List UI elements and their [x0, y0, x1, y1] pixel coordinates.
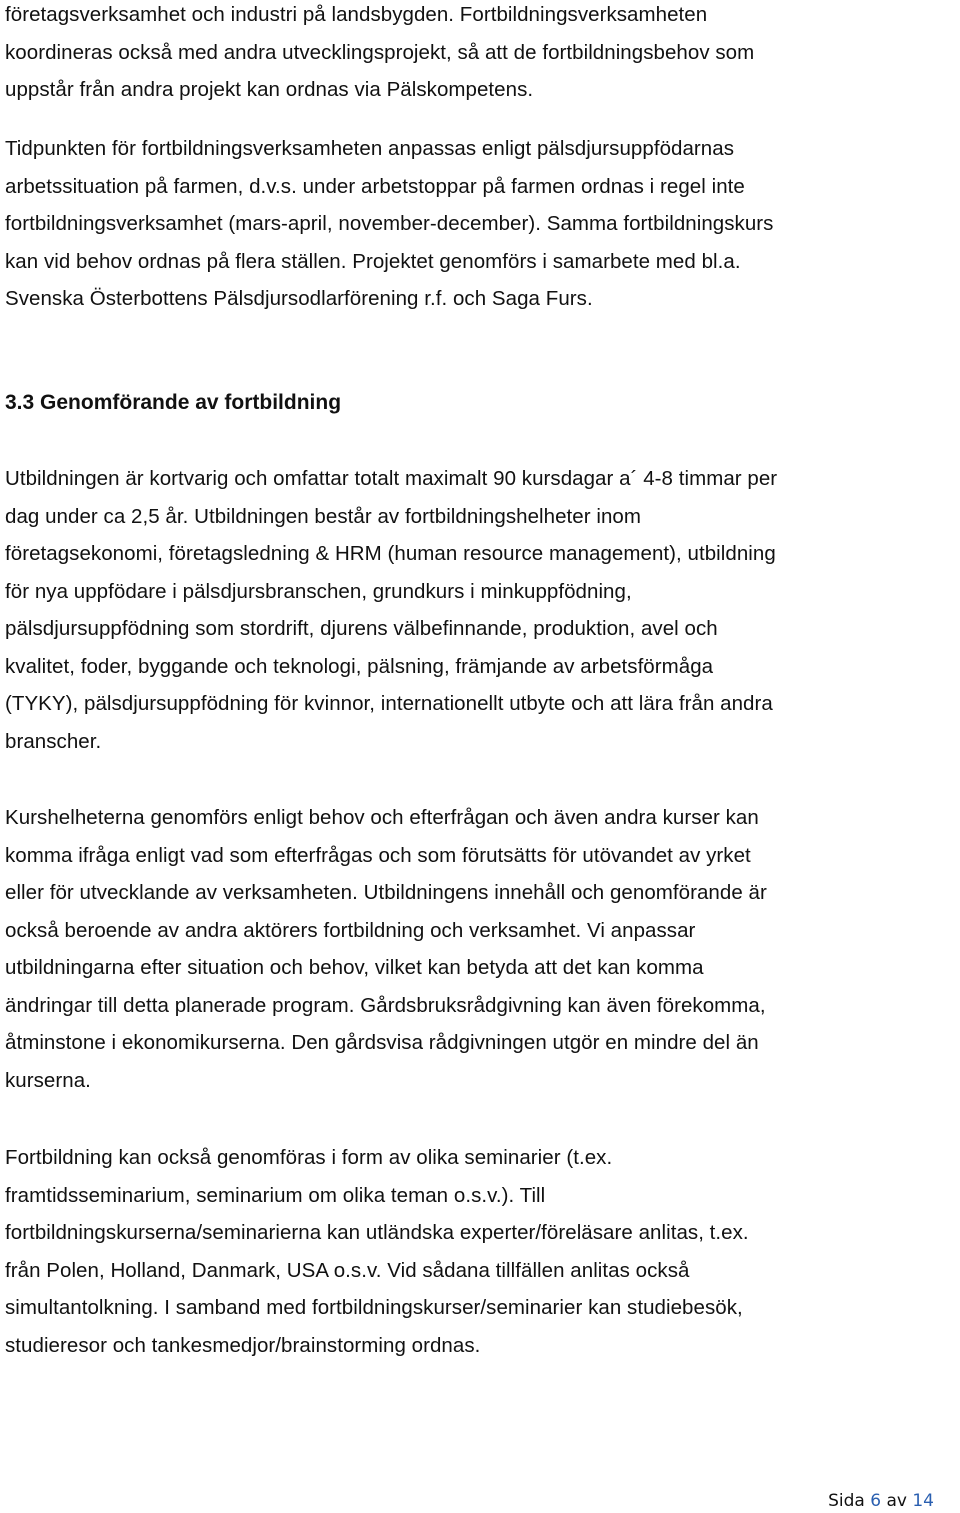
text-line: dag under ca 2,5 år. Utbildningen består av fortbildningshelheter inom [5, 504, 641, 528]
text-line: arbetssituation på farmen, d.v.s. under arbetstoppar på farmen ordnas i regel inte [5, 174, 745, 198]
text-line: Svenska Österbottens Pälsdjursodlarförening r.f. och Saga Furs. [5, 287, 593, 310]
total-pages: 14 [912, 1491, 934, 1511]
text-line: Fortbildning kan också genomföras i form av olika seminarier (t.ex. [5, 1146, 613, 1169]
text-line: kan vid behov ordnas på flera ställen. Projektet genomförs i samarbete med bl.a. [5, 249, 741, 273]
text-line: ändringar till detta planerade program. Gårdsbruksrådgivning kan även förekomma, [5, 993, 766, 1017]
text-line: koordineras också med andra utvecklingsprojekt, så att de fortbildningsbehov som [5, 40, 755, 64]
text-line: Kurshelheterna genomförs enligt behov och efterfrågan och även andra kurser kan [5, 806, 759, 829]
paragraph-timing [5, 130, 773, 318]
text-line: fortbildningsverksamhet (mars-april, november-december). Samma fortbildningskurs [5, 212, 774, 235]
paragraph-implementation [5, 460, 777, 760]
text-line: framtidsseminarium, seminarium om olika teman o.s.v.). Till [5, 1183, 546, 1207]
paragraph-seminars [5, 1139, 749, 1364]
text-line: kvalitet, foder, byggande och teknologi, pälsning, främjande av arbetsförmåga [5, 654, 714, 678]
text-line: branscher. [5, 729, 102, 753]
text-line: för nya uppfödare i pälsdjursbranschen, grundkurs i minkuppfödning, [5, 579, 632, 603]
text-line: studieresor och tankesmedjor/brainstorming ordnas. [5, 1333, 481, 1357]
text-line: från Polen, Holland, Danmark, USA o.s.v. Vid sådana tillfällen anlitas också [5, 1258, 690, 1282]
text-line: komma ifråga enligt vad som efterfrågas och som förutsätts för utövandet av yrket [5, 843, 751, 867]
text-line: fortbildningskurserna/seminarierna kan utländska experter/föreläsare anlitas, t.ex. [5, 1221, 749, 1244]
text-line: eller för utvecklande av verksamheten. Utbildningens innehåll och genomförande är [5, 881, 767, 904]
page-footer [828, 1490, 934, 1512]
text-line: företagsverksamhet och industri på landsbygden. Fortbildningsverksamheten [5, 3, 708, 26]
page-word: Sida [828, 1491, 865, 1511]
text-line: Utbildningen är kortvarig och omfattar totalt maximalt 90 kursdagar a´ 4-8 timmar per [5, 467, 778, 490]
text-line: kurserna. [5, 1068, 91, 1092]
page-number: 6 [870, 1491, 882, 1511]
of-word: av [886, 1491, 907, 1511]
text-line: Tidpunkten för fortbildningsverksamheten anpassas enligt pälsdjursuppfödarnas [5, 137, 734, 160]
text-line: uppstår från andra projekt kan ordnas via Pälskompetens. [5, 78, 534, 101]
text-line: också beroende av andra aktörers fortbildning och verksamhet. Vi anpassar [5, 918, 696, 942]
section-heading: 3.3 Genomförande av fortbildning [5, 391, 342, 414]
paragraph-course-units [5, 799, 767, 1099]
text-line: åtminstone i ekonomikurserna. Den gårdsvisa rådgivningen utgör en mindre del än [5, 1031, 759, 1054]
text-line: utbildningarna efter situation och behov, vilket kan betyda att det kan komma [5, 956, 704, 979]
text-line: simultantolkning. I samband med fortbildningskurser/seminarier kan studiebesök, [5, 1296, 743, 1319]
text-line: företagsekonomi, företagsledning & HRM (human resource management), utbildning [5, 542, 776, 565]
text-line: pälsdjursuppfödning som stordrift, djurens välbefinnande, produktion, avel och [5, 617, 718, 640]
paragraph-intro [5, 0, 754, 109]
text-line: (TYKY), pälsdjursuppfödning för kvinnor, internationellt utbyte och att lära från andra [5, 692, 773, 715]
